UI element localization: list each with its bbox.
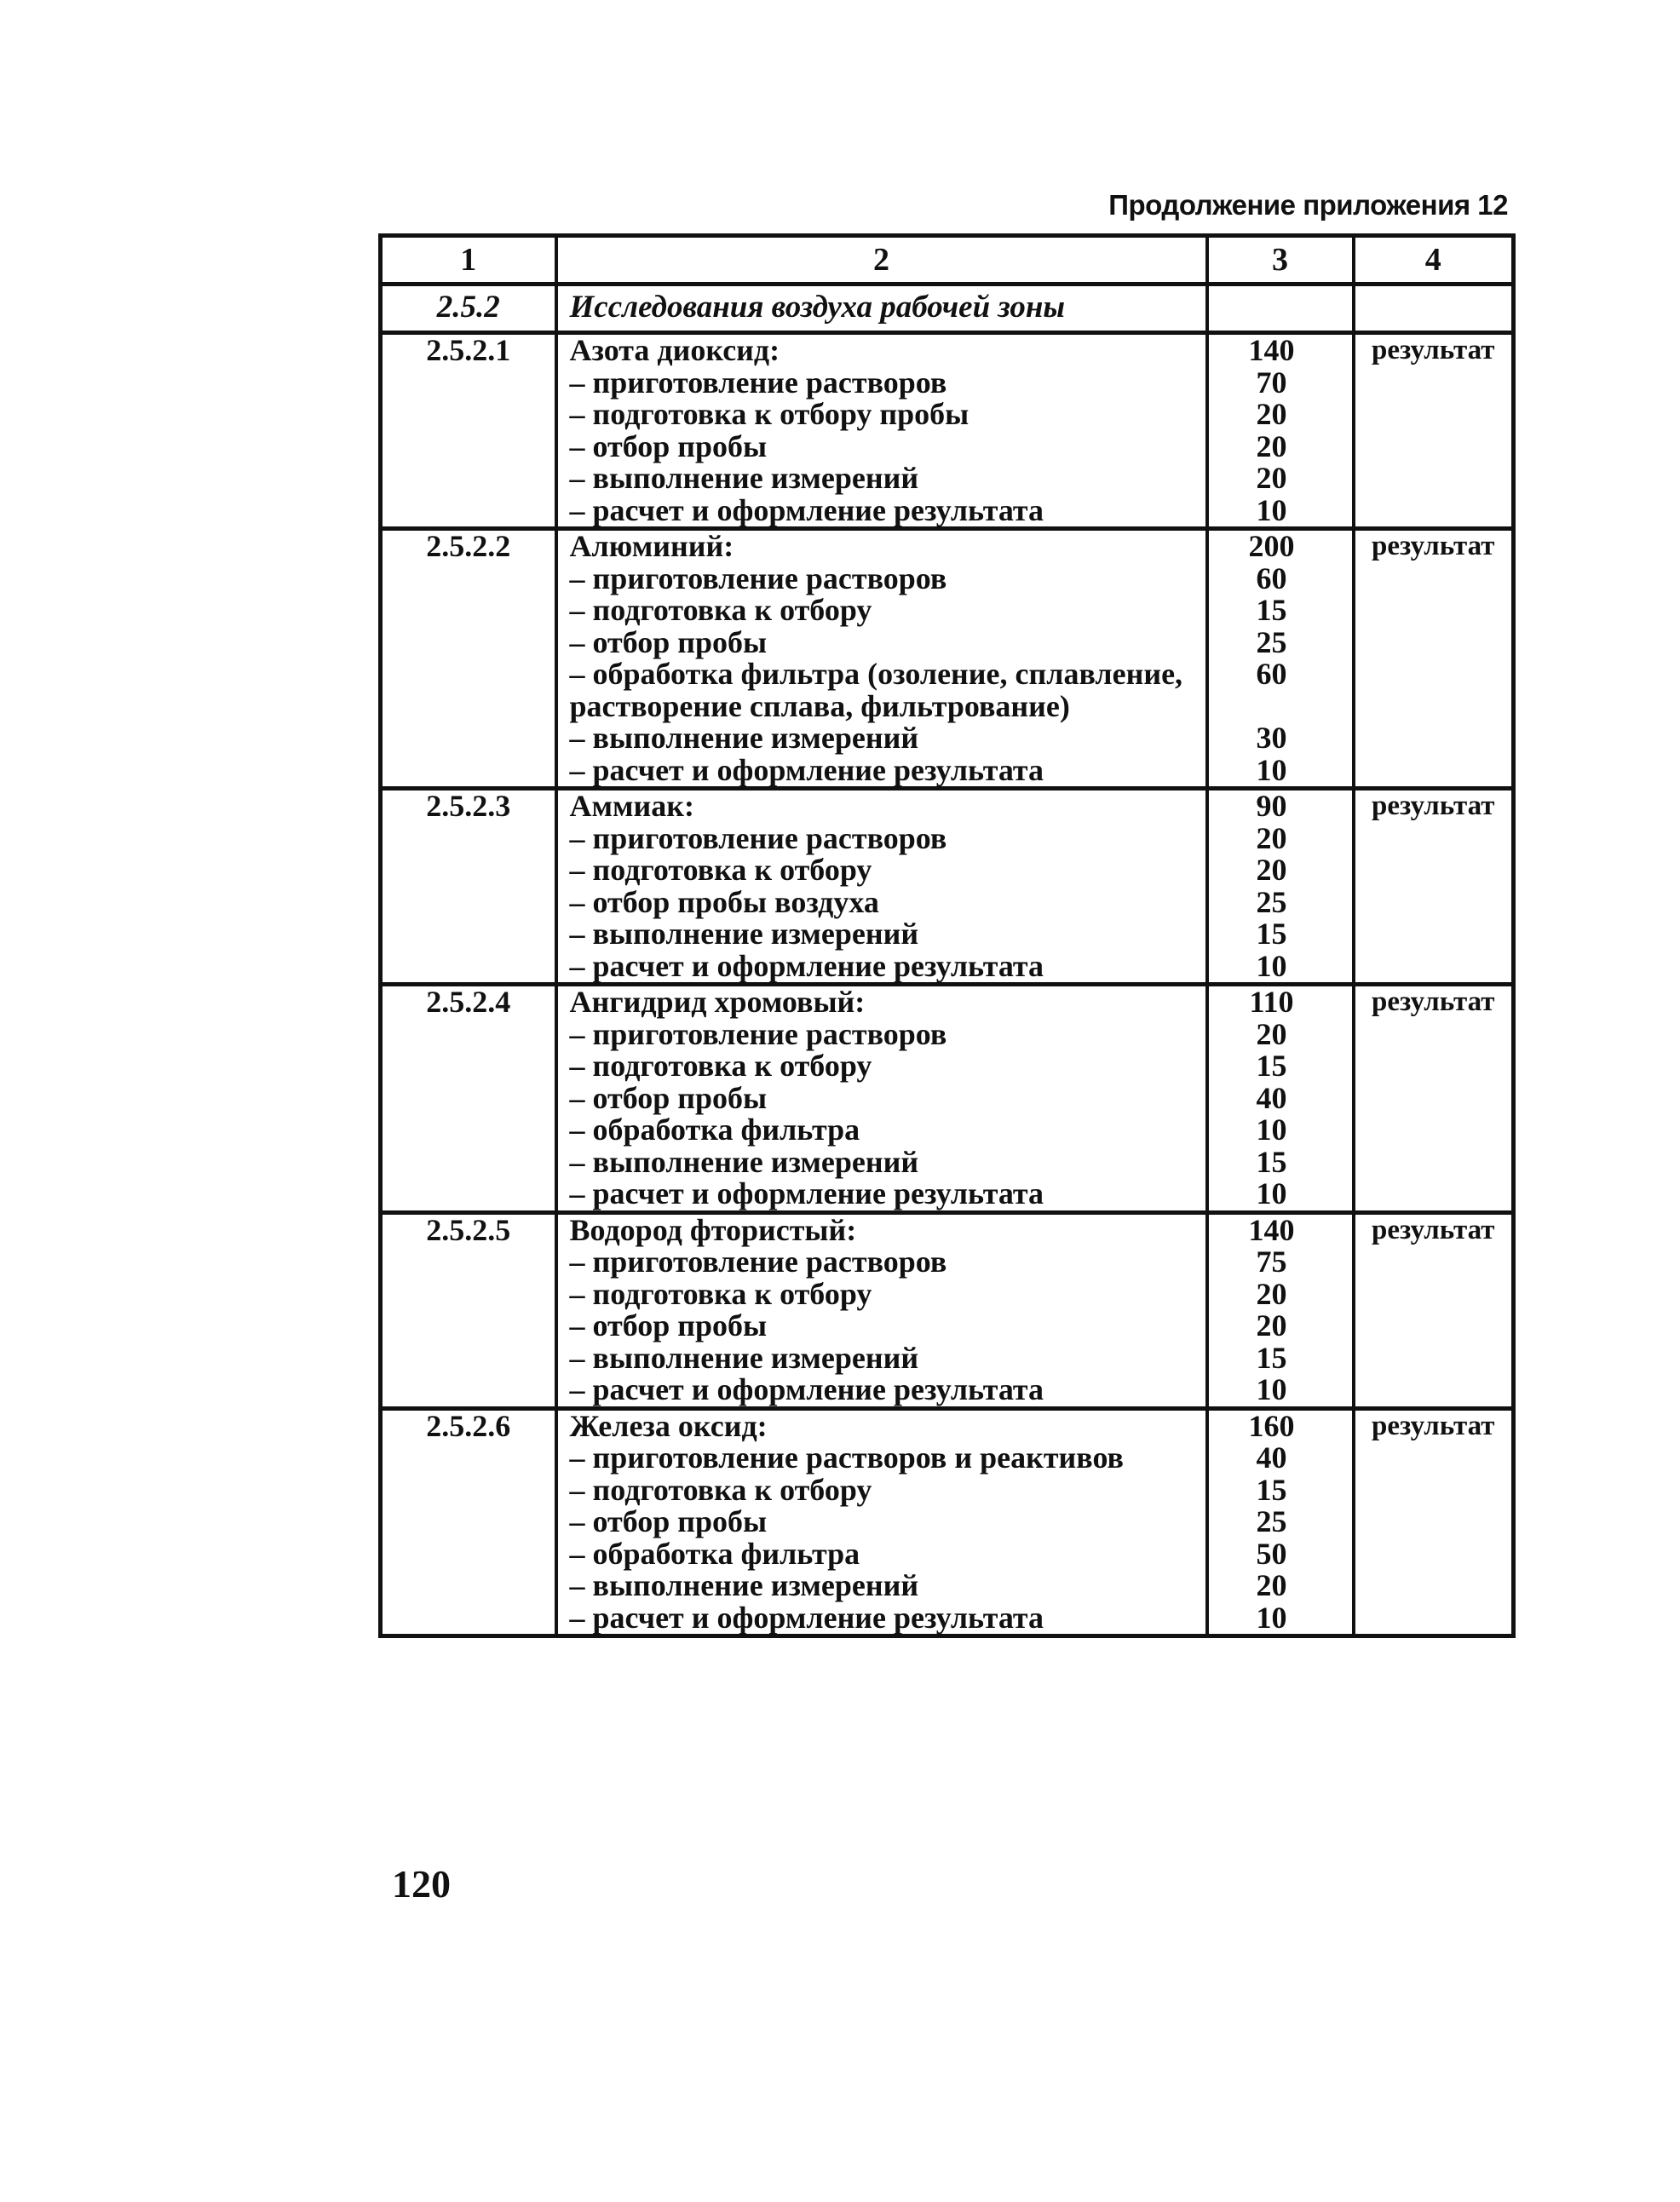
column-number-1: 1 [381, 236, 556, 285]
item-description-line: Аммиак: [569, 789, 695, 823]
item-unit: результат [1372, 1214, 1495, 1245]
item-description-line: – выполнение измерений [569, 1568, 919, 1602]
item-value: 20 [1256, 1568, 1287, 1602]
item-value: 15 [1256, 1340, 1287, 1375]
section-code: 2.5.2 [381, 285, 556, 333]
item-unit-cell [1354, 985, 1514, 1213]
table-row [381, 789, 1514, 985]
item-value: 40 [1256, 1080, 1287, 1115]
item-description-cell [556, 1408, 1207, 1636]
item-value: 20 [1256, 1276, 1287, 1311]
item-description-line: – отбор пробы [569, 1308, 768, 1342]
item-value: 10 [1256, 948, 1287, 983]
section-empty-cell [1354, 285, 1514, 333]
item-value: 60 [1256, 657, 1287, 691]
item-value: 140 [1248, 1212, 1295, 1247]
section-title: Исследования воздуха рабочей зоны [556, 285, 1207, 333]
item-unit: результат [1372, 531, 1495, 561]
item-value-cell [1207, 985, 1354, 1213]
item-value: 15 [1256, 1472, 1287, 1507]
item-value: 15 [1256, 917, 1287, 951]
item-description-line: – приготовление растворов [569, 820, 947, 855]
item-description-line: Водород фтористый: [569, 1212, 857, 1247]
column-number-3: 3 [1207, 236, 1354, 285]
item-description-line: – обработка фильтра [569, 1112, 860, 1147]
item-description-line: – подготовка к отбору [569, 1276, 872, 1311]
item-code-cell [381, 985, 556, 1213]
item-description-line: – расчет и оформление результата [569, 752, 1044, 787]
item-code: 2.5.2.5 [426, 1212, 511, 1247]
item-code-cell [381, 1408, 556, 1636]
item-value: 70 [1256, 365, 1287, 400]
page-number: 120 [392, 1862, 451, 1906]
item-value: 40 [1256, 1440, 1287, 1475]
item-value: 10 [1256, 1600, 1287, 1635]
item-value: 20 [1256, 397, 1287, 431]
item-value: 20 [1256, 461, 1287, 495]
item-description-line: – обработка фильтра [569, 1536, 860, 1571]
column-number-2: 2 [556, 236, 1207, 285]
item-value: 60 [1256, 561, 1287, 595]
services-table [378, 233, 1516, 1638]
item-value: 10 [1256, 752, 1287, 787]
item-value: 25 [1256, 1504, 1287, 1538]
item-description-line: Азота диоксид: [569, 333, 780, 367]
table-row [381, 333, 1514, 529]
item-description-line: – отбор пробы воздуха [569, 884, 879, 919]
item-unit-cell [1354, 1212, 1514, 1408]
item-value: 75 [1256, 1245, 1287, 1279]
table-row [381, 1212, 1514, 1408]
item-value: 15 [1256, 593, 1287, 627]
item-value: 200 [1248, 529, 1295, 563]
item-unit: результат [1372, 335, 1495, 365]
continuation-caption: Продолжение приложения 12 [1108, 189, 1508, 221]
item-value: 20 [1256, 1308, 1287, 1342]
item-description-line: – выполнение измерений [569, 461, 919, 495]
item-description-line: Ангидрид хромовый: [569, 985, 866, 1019]
item-value-cell [1207, 1212, 1354, 1408]
item-description-line: – отбор пробы [569, 1080, 768, 1115]
column-number-4: 4 [1354, 236, 1514, 285]
item-value-cell [1207, 333, 1354, 529]
item-description-line: – приготовление растворов [569, 1245, 947, 1279]
item-description-line: – подготовка к отбору [569, 853, 872, 887]
item-description-cell [556, 333, 1207, 529]
item-unit-cell [1354, 789, 1514, 985]
item-code: 2.5.2.6 [426, 1408, 511, 1443]
item-value: 140 [1248, 333, 1295, 367]
item-description-cell [556, 1212, 1207, 1408]
table-row [381, 985, 1514, 1213]
item-unit-cell [1354, 529, 1514, 789]
item-description-line: – выполнение измерений [569, 917, 919, 951]
item-value: 20 [1256, 820, 1287, 855]
item-unit-cell [1354, 1408, 1514, 1636]
item-description-line: – отбор пробы [569, 428, 768, 463]
item-description-line: – обработка фильтра (озоление, сплавление, [569, 657, 1183, 691]
item-description-line: – приготовление растворов [569, 1016, 947, 1051]
item-unit: результат [1372, 986, 1495, 1017]
item-code-cell [381, 529, 556, 789]
item-description-line: Алюминий: [569, 529, 734, 563]
item-value: 50 [1256, 1536, 1287, 1571]
item-code-cell [381, 789, 556, 985]
item-value: 15 [1256, 1144, 1287, 1179]
item-description-line: – расчет и оформление результата [569, 1176, 1044, 1210]
item-unit: результат [1372, 791, 1495, 821]
item-value: 90 [1256, 789, 1287, 823]
item-description-line: – приготовление растворов [569, 561, 947, 595]
item-code: 2.5.2.3 [426, 789, 511, 823]
item-description-line: – подготовка к отбору пробы [569, 397, 969, 431]
item-description-line: – приготовление растворов [569, 365, 947, 400]
item-description-line: – подготовка к отбору [569, 593, 872, 627]
item-value: 25 [1256, 624, 1287, 659]
item-description-line: Железа оксид: [569, 1408, 768, 1443]
item-description-cell [556, 529, 1207, 789]
item-value: 10 [1256, 1372, 1287, 1406]
item-code-cell [381, 333, 556, 529]
item-value: 10 [1256, 1112, 1287, 1147]
item-value: 20 [1256, 1016, 1287, 1051]
item-description-line: – выполнение измерений [569, 721, 919, 755]
item-description-line: – подготовка к отбору [569, 1049, 872, 1083]
item-value: 25 [1256, 884, 1287, 919]
item-description-line: – расчет и оформление результата [569, 1372, 1044, 1406]
table-row [381, 1408, 1514, 1636]
item-description-cell [556, 985, 1207, 1213]
item-description-line: – отбор пробы [569, 624, 768, 659]
item-code: 2.5.2.2 [426, 529, 511, 563]
item-description-line: – приготовление растворов и реактивов [569, 1440, 1124, 1475]
item-description-line: – расчет и оформление результата [569, 492, 1044, 527]
item-description-line: – расчет и оформление результата [569, 948, 1044, 983]
section-row [381, 285, 1514, 333]
section-empty-cell [1207, 285, 1354, 333]
item-value: 110 [1249, 985, 1294, 1019]
item-value: 15 [1256, 1049, 1287, 1083]
item-unit: результат [1372, 1410, 1495, 1441]
item-description-line: – выполнение измерений [569, 1340, 919, 1375]
item-value: 30 [1256, 721, 1287, 755]
item-value-cell [1207, 789, 1354, 985]
item-description-cell [556, 789, 1207, 985]
item-unit-cell [1354, 333, 1514, 529]
item-value-cell [1207, 1408, 1354, 1636]
item-value: 10 [1256, 492, 1287, 527]
table-row [381, 529, 1514, 789]
item-value [1209, 691, 1352, 723]
item-value-cell [1207, 529, 1354, 789]
item-description-line: – расчет и оформление результата [569, 1600, 1044, 1635]
item-description-line: – подготовка к отбору [569, 1472, 872, 1507]
item-description-line: растворение сплава, фильтрование) [569, 688, 1070, 723]
item-value: 20 [1256, 428, 1287, 463]
item-description-line: – отбор пробы [569, 1504, 768, 1538]
item-value: 160 [1248, 1408, 1295, 1443]
column-number-row [381, 236, 1514, 285]
item-code-cell [381, 1212, 556, 1408]
item-code: 2.5.2.4 [426, 985, 511, 1019]
item-code: 2.5.2.1 [426, 333, 511, 367]
item-value: 20 [1256, 853, 1287, 887]
item-description-line: – выполнение измерений [569, 1144, 919, 1179]
item-value: 10 [1256, 1176, 1287, 1210]
